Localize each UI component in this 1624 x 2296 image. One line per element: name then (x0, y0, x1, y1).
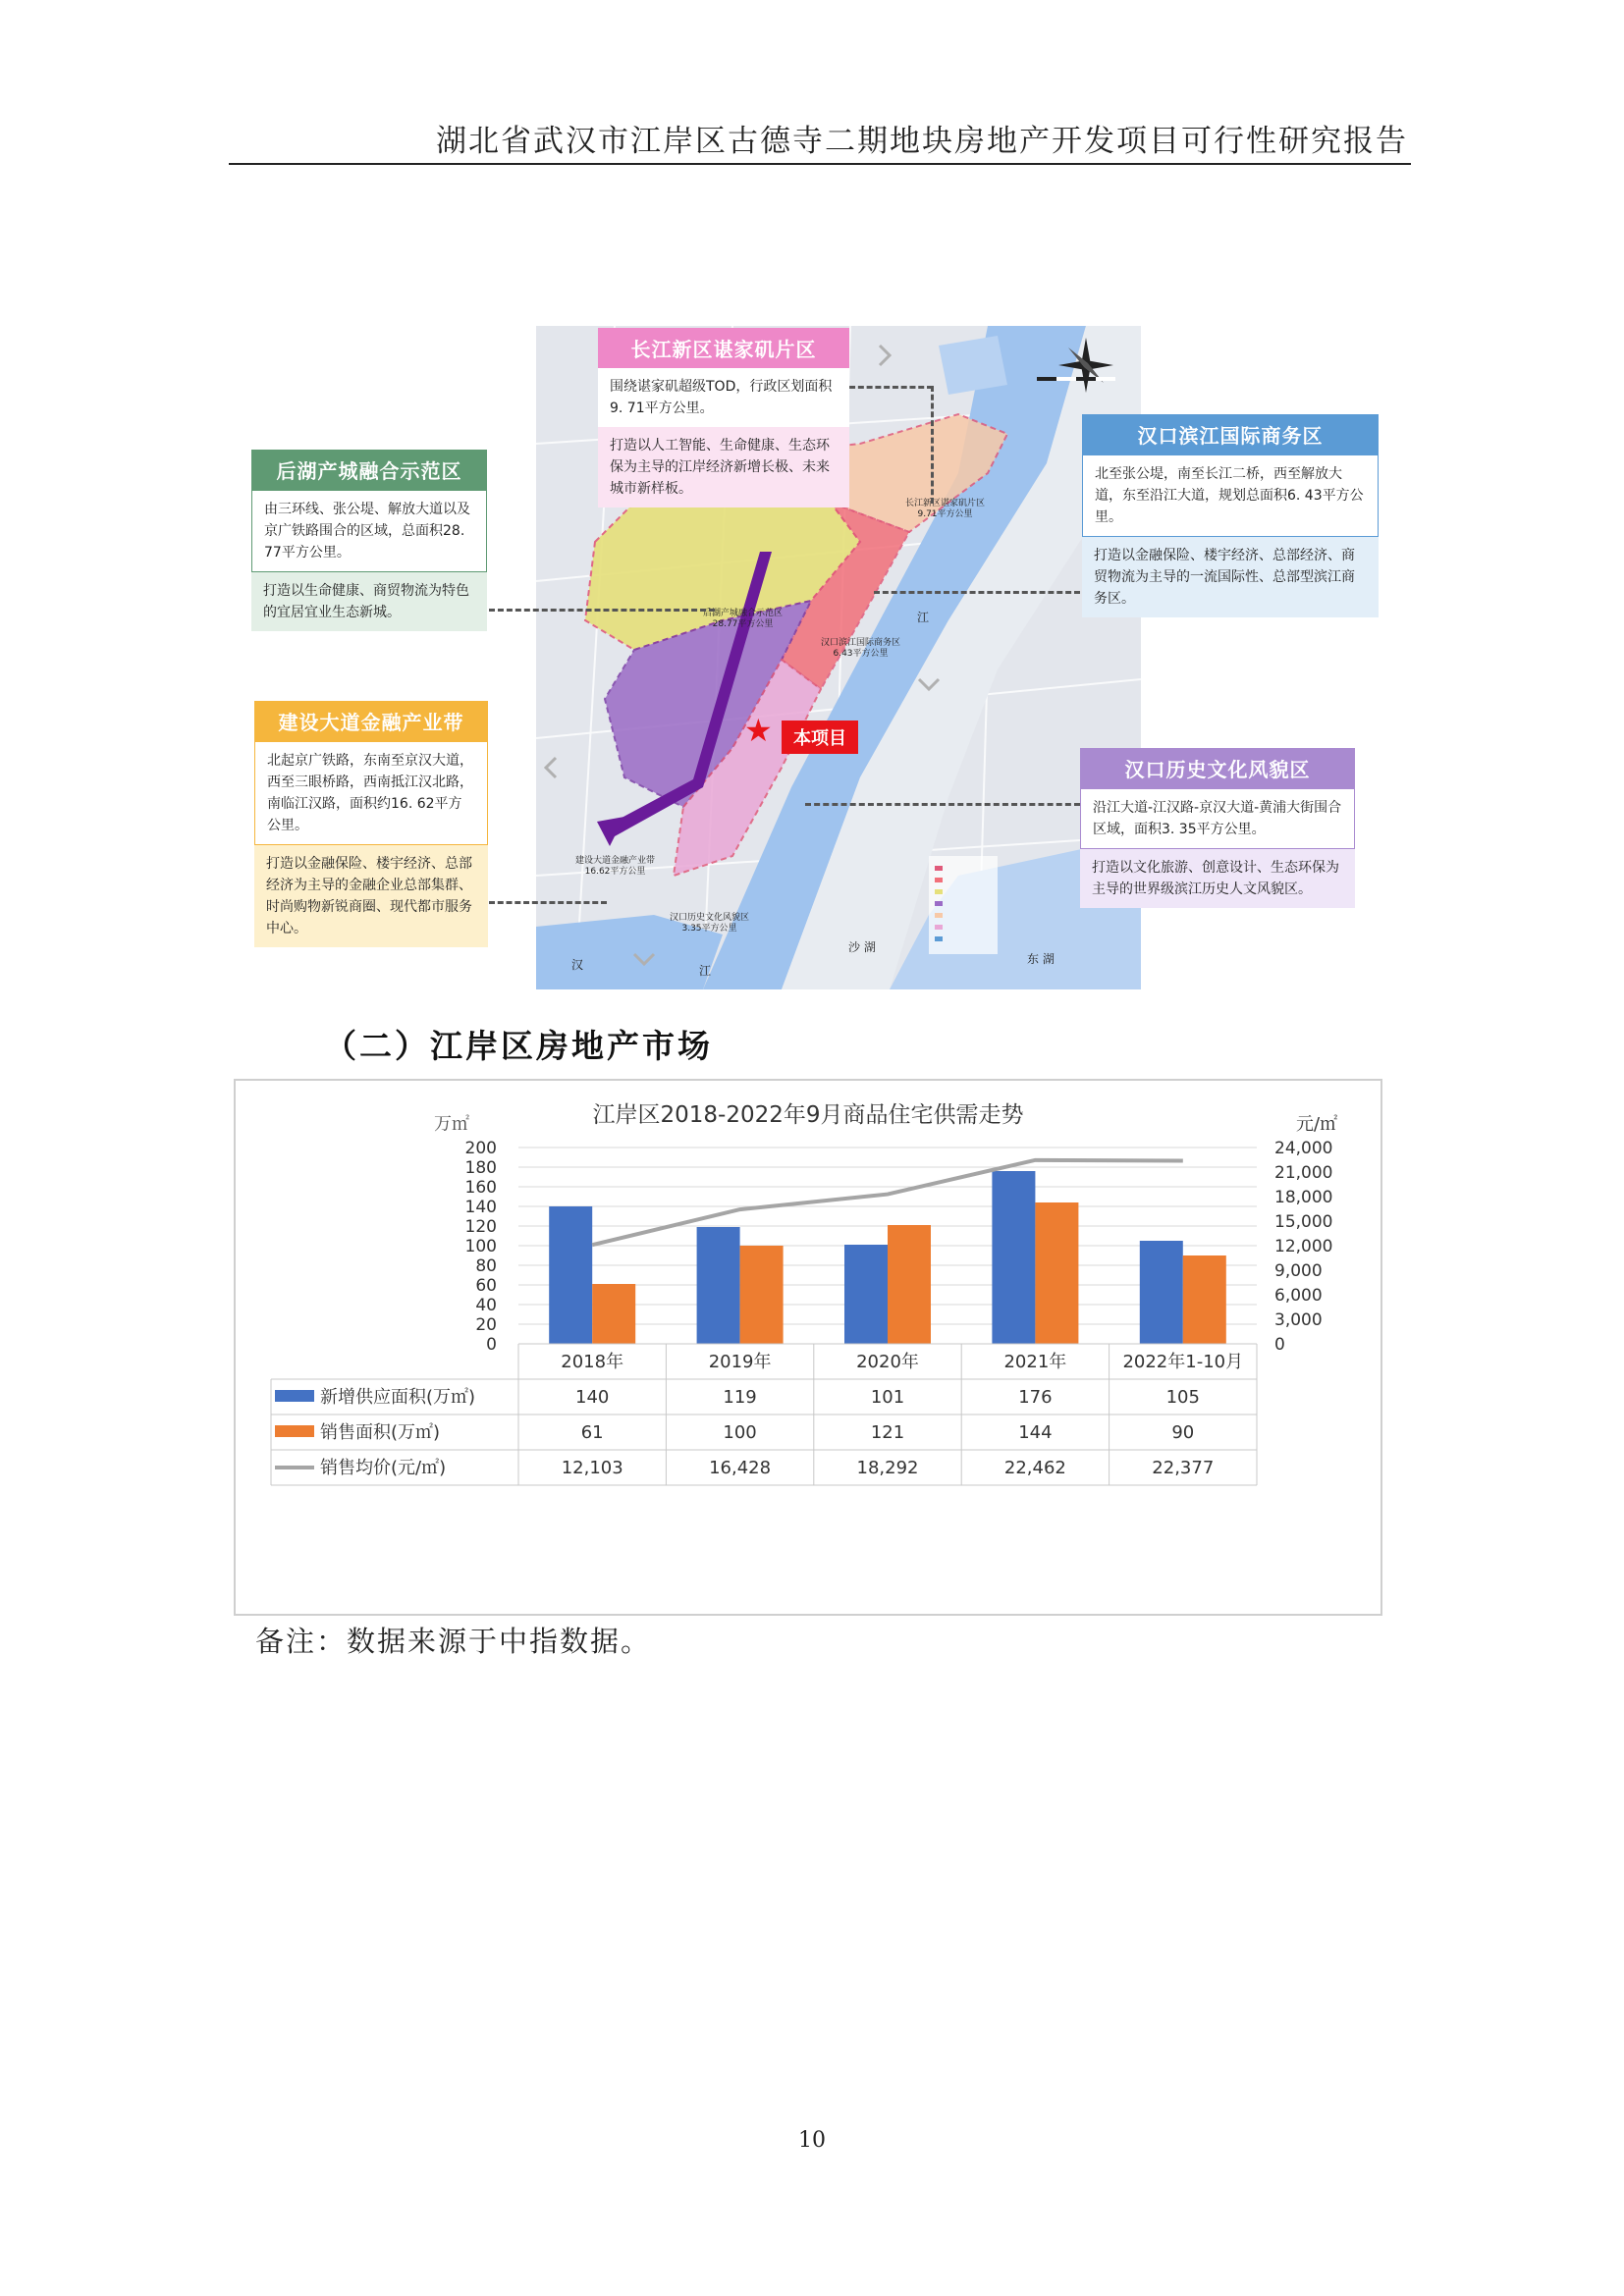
river-label: 汉 (571, 958, 584, 972)
header-title: 湖北省武汉市江岸区古德寺二期地块房地产开发项目可行性研究报告 (436, 124, 1408, 159)
map-legend-icon (929, 856, 998, 954)
data-table-value: 176 (1018, 1387, 1053, 1408)
river-label: 江 (917, 611, 930, 624)
zone-box-changjiang (598, 328, 849, 507)
y-left-tick-label: 80 (475, 1256, 497, 1276)
map-label-hankou-bund: 汉口滨江国际商务区 6.43平方公里 (821, 638, 901, 659)
y-left-tick-label: 140 (464, 1198, 497, 1217)
y-left-tick-label: 100 (464, 1237, 497, 1256)
y-right-tick-label: 24,000 (1274, 1139, 1333, 1158)
zone-title: 汉口滨江国际商务区 (1082, 414, 1379, 454)
zone-title: 长江新区谌家矶片区 (598, 328, 849, 368)
lake-label: 东 湖 (1027, 952, 1055, 966)
page-number: 10 (798, 2128, 826, 2153)
zone-description: 北至张公堤，南至长江二桥，西至解放大道，东至沿江大道，规划总面积6. 43平方公里。 (1082, 454, 1379, 537)
data-table-value: 61 (580, 1422, 604, 1443)
data-table-value: 105 (1165, 1387, 1200, 1408)
y-right-tick-label: 15,000 (1274, 1212, 1333, 1232)
map-label-jianshe: 建设大道金融产业带 16.62平方公里 (575, 856, 656, 877)
y-left-tick-label: 120 (464, 1217, 497, 1237)
zone-description: 沿江大道-江汉路-京汉大道-黄浦大街围合区域，面积3. 35平方公里。 (1080, 788, 1355, 849)
map-label-changjiang: 长江新区谌家矶片区 9.71平方公里 (905, 499, 986, 519)
zone-goal: 打造以生命健康、商贸物流为特色的宜居宜业生态新城。 (251, 572, 487, 631)
data-table-value: 119 (723, 1387, 757, 1408)
y-left-tick-label: 60 (475, 1276, 497, 1296)
bar-supply (844, 1245, 888, 1344)
leader-line (931, 386, 934, 504)
legend-series-name: 销售面积(万㎡) (320, 1422, 441, 1443)
y-left-tick-label: 20 (475, 1315, 497, 1335)
leader-line (489, 609, 715, 612)
lake-label: 沙 湖 (848, 940, 876, 954)
bars-layer (549, 1171, 1226, 1344)
bar-sales (888, 1225, 931, 1344)
zone-goal: 打造以人工智能、生命健康、生态环保为主导的江岸经济新增长极、未来城市新样板。 (598, 427, 849, 507)
data-table-value: 18,292 (856, 1458, 919, 1478)
y-left-tick-label: 0 (486, 1335, 497, 1355)
x-category-label: 2022年1-10月 (1122, 1352, 1244, 1372)
y-right-tick-label: 18,000 (1274, 1188, 1333, 1207)
zone-goal: 打造以文化旅游、创意设计、生态环保为主导的世界级滨江历史人文风貌区。 (1080, 849, 1355, 908)
y-right-tick-label: 9,000 (1274, 1261, 1323, 1281)
data-table-value: 16,428 (709, 1458, 772, 1478)
zone-description: 由三环线、张公堤、解放大道以及京广铁路围合的区域，总面积28. 77平方公里。 (251, 490, 487, 572)
zone-goal: 打造以金融保险、楼宇经济、总部经济、商贸物流为主导的一流国际性、总部型滨江商务区。 (1082, 537, 1379, 617)
legend-series-name: 销售均价(元/㎡) (320, 1458, 447, 1478)
y-left-tick-label: 40 (475, 1296, 497, 1315)
x-category-label: 2021年 (1003, 1352, 1067, 1372)
zone-box-jianshe (254, 701, 488, 947)
scale-bar-icon (1037, 377, 1115, 381)
y-left-tick-label: 160 (464, 1178, 497, 1198)
bar-supply (549, 1206, 592, 1344)
section-heading: （二）江岸区房地产市场 (324, 1027, 713, 1065)
lake-north (939, 336, 1007, 395)
zone-goal: 打造以金融保险、楼宇经济、总部经济为主导的金融企业总部集群、时尚购物新锐商圈、现代都市服务中心。 (254, 845, 488, 947)
zone-description: 北起京广铁路，东南至京汉大道，西至三眼桥路，西南抵江汉北路，南临江汉路，面积约16. 62平方公里。 (254, 741, 488, 845)
supply-demand-chart (234, 1079, 1382, 1616)
chart-title: 江岸区2018-2022年9月商品住宅供需走势 (592, 1102, 1024, 1128)
river-label: 江 (699, 964, 712, 978)
zone-description: 围绕谌家矶超级TOD，行政区划面积9. 71平方公里。 (598, 368, 849, 427)
map-label-history: 汉口历史文化风貌区 3.35平方公里 (670, 913, 750, 934)
zone-title: 后湖产城融合示范区 (251, 450, 487, 490)
leader-line (805, 803, 1080, 806)
data-table (271, 1344, 1257, 1485)
x-category-label: 2020年 (856, 1352, 919, 1372)
y-right-tick-label: 6,000 (1274, 1286, 1323, 1306)
legend-swatch (275, 1425, 314, 1437)
legend-swatch (275, 1390, 314, 1402)
legend-series-name: 新增供应面积(万㎡) (320, 1387, 476, 1408)
y-right-tick-label: 3,000 (1274, 1310, 1323, 1330)
x-category-label: 2019年 (708, 1352, 772, 1372)
y-right-tick-label: 12,000 (1274, 1237, 1333, 1256)
bar-sales (1183, 1255, 1226, 1344)
leader-line (874, 591, 1080, 594)
bar-supply (992, 1171, 1035, 1344)
bar-sales (1035, 1202, 1078, 1344)
data-table-value: 90 (1171, 1422, 1195, 1443)
data-table-value: 121 (870, 1422, 905, 1443)
y-left-unit: 万㎡ (434, 1114, 469, 1135)
project-label: 本项目 (782, 721, 858, 754)
zone-title: 汉口历史文化风貌区 (1080, 748, 1355, 788)
data-table-value: 22,377 (1152, 1458, 1215, 1478)
zone-box-hankou-bund (1082, 414, 1379, 617)
leader-line (489, 901, 607, 904)
bar-supply (697, 1227, 740, 1344)
y-left-tick-label: 180 (464, 1158, 497, 1178)
data-source-note: 备注：数据来源于中指数据。 (255, 1625, 652, 1658)
y-right-tick-label: 0 (1274, 1335, 1285, 1355)
data-table-value: 100 (723, 1422, 757, 1443)
bar-sales (592, 1284, 635, 1344)
header-rule (229, 163, 1411, 165)
project-star-icon: ★ (744, 712, 773, 749)
data-table-value: 22,462 (1003, 1458, 1066, 1478)
zone-box-houhu (251, 450, 487, 631)
data-table-value: 12,103 (561, 1458, 623, 1478)
chart-svg (236, 1081, 1380, 1614)
zone-box-history (1080, 748, 1355, 908)
x-category-label: 2018年 (561, 1352, 624, 1372)
y-right-tick-label: 21,000 (1274, 1163, 1333, 1183)
data-table-value: 101 (870, 1387, 905, 1408)
data-table-value: 144 (1018, 1422, 1053, 1443)
data-table-value: 140 (575, 1387, 610, 1408)
zone-title: 建设大道金融产业带 (254, 701, 488, 741)
bar-sales (740, 1246, 784, 1344)
bar-supply (1140, 1241, 1183, 1344)
y-right-unit: 元/㎡ (1296, 1114, 1338, 1135)
map-label-houhu: 后湖产城融合示范区 28.77平方公里 (703, 609, 784, 629)
y-left-tick-label: 200 (464, 1139, 497, 1158)
